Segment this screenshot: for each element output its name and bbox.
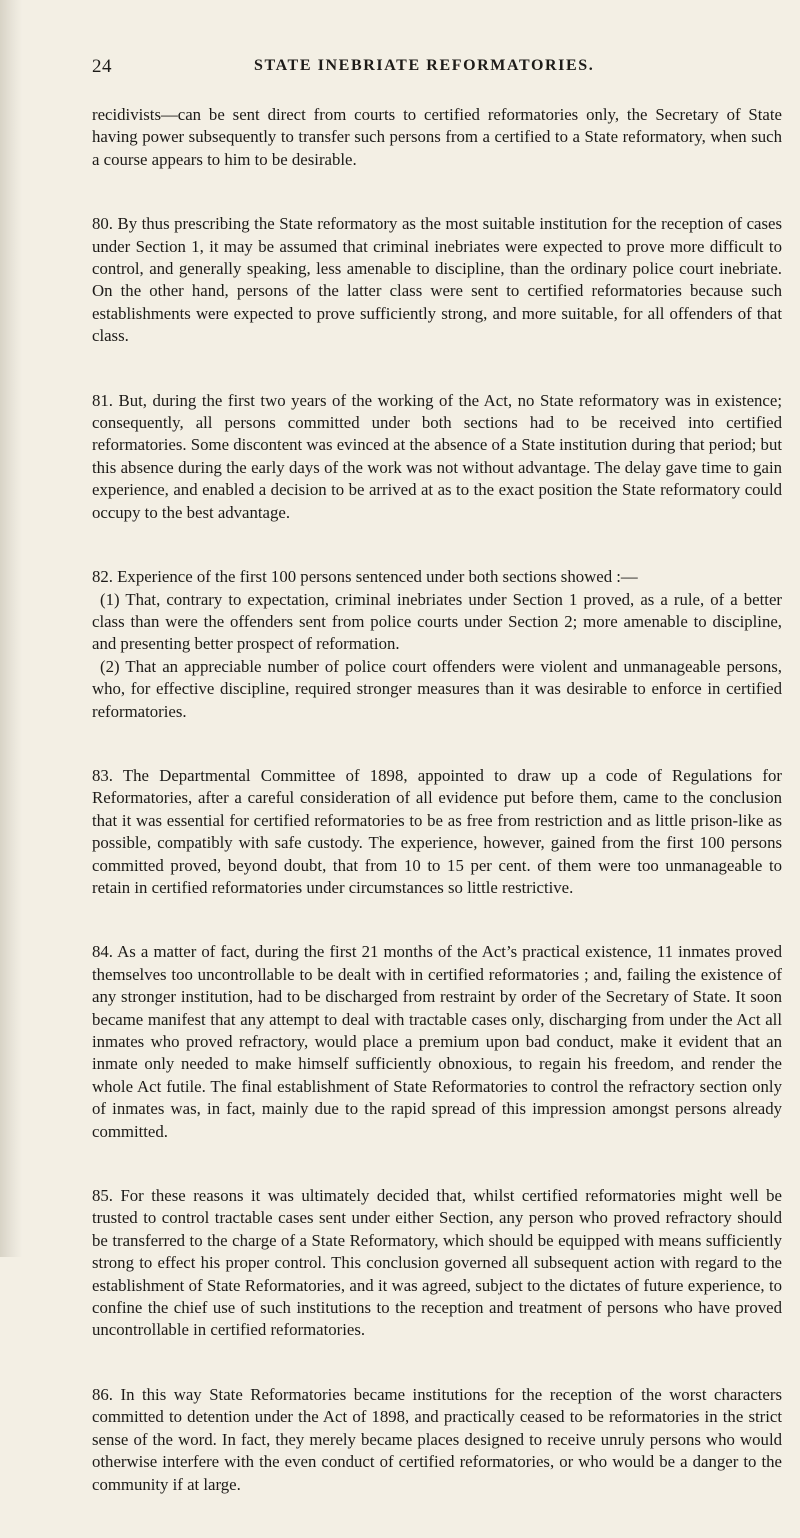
running-head: STATE INEBRIATE REFORMATORIES. <box>254 57 595 74</box>
paragraph-85: 85. For these reasons it was ultimately decided that, whilst certified reformatories might well be trusted to control tractable cases sent under either Section, any person who proved refractory should be transferred to the charge of a State Reformatory, which should be equipped with means sufficiently strong to effect his proper control. This conclusion governed all subsequent action with regard to the establishment of State Reformatories, and it was agreed, subject to the dictates of future experience, to confine the chief use of such institutions to the reception and treatment of persons who have proved uncontrollable in certified reformatories. <box>92 1186 782 1340</box>
paragraph-84: 84. As a matter of fact, during the first 21 months of the Act’s practical existence, 11 inmates proved themselves too uncontrollable to be dealt with in certified reformatories ; and, failing the existence of any stronger institution, had to be discharged from restraint by order of the Secretary of State. It soon became manifest that any attempt to deal with tractable cases only, discharging from under the Act all inmates who proved refractory, would place a premium upon bad conduct, make it evident that an inmate only needed to make himself sufficiently obnoxious, to regain his freedom, and render the whole Act futile. The final establishment of State Reformatories to control the refractory section only of inmates was, in fact, mainly due to the rapid spread of this impression amongst persons already committed. <box>92 942 782 1141</box>
paragraph-79-continued: recidivists—can be sent direct from courts to certified reformatories only, the Secretary of State having power subsequently to transfer such persons from a certified to a State reformatory, when such a course appears to him to be desirable. <box>92 105 782 169</box>
page-number: 24 <box>92 56 112 77</box>
paragraph-82: 82. Experience of the first 100 persons sentenced under both sections showed :— <box>92 567 638 587</box>
paragraph-86: 86. In this way State Reformatories became institutions for the reception of the worst characters committed to detention under the Act of 1898, and practically ceased to be reformatories in the strict sense of the word. In fact, they merely became places designed to receive unruly persons who would otherwise interfere with the even conduct of certified reformatories, or who would be a danger to the community if at large. <box>92 1384 782 1494</box>
page-edge <box>0 0 22 1257</box>
paragraph-81: 81. But, during the first two years of the working of the Act, no State reformatory was in existence; consequently, all persons committed under both sections had to be received into certified reformatories. Some discontent was evinced at the absence of a State institution during that period; but this absence during the early days of the work was not without advantage. The delay gave time to gain experience, and enabled a decision to be arrived at as to the exact position the State reformatory could occupy to the best advantage. <box>92 390 782 522</box>
paragraph-82-item-2: (2) That an appreciable number of police court offenders were violent and unmanageable persons, who, for effective discipline, required stronger measures than it was desirable to enforce in certified reformatories. <box>92 656 782 721</box>
paragraph-80: 80. By thus prescribing the State reformatory as the most suitable institution for the reception of cases under Section 1, it may be assumed that criminal inebriates were expected to prove more difficult to control, and generally speaking, less amenable to discipline, than the ordinary police court inebriate. On the other hand, persons of the latter class were sent to certified reformatories because such establishments were expected to prove sufficiently strong, and more suitable, for all offenders of that class. <box>92 214 782 346</box>
paragraph-82-item-1: (1) That, contrary to expectation, criminal inebriates under Section 1 proved, as a rule, of a better class than were the offenders sent from police courts under Section 2; more amenable to discipline, and presenting better prospect of reformation. <box>92 589 782 654</box>
body-text <box>92 104 782 1496</box>
page-header <box>92 56 782 84</box>
document-page <box>92 56 782 1538</box>
paragraph-83: 83. The Departmental Committee of 1898, appointed to draw up a code of Regulations for Reformatories, after a careful consideration of all evidence put before them, came to the conclusion that it was essential for certified reformatories to be as free from restriction and as little prison-like as possible, compatibly with safe custody. The experience, however, gained from the first 100 persons committed proved, beyond doubt, that from 10 to 15 per cent. of them were too unmanageable to retain in certified reformatories under circumstances so little restrictive. <box>92 765 782 897</box>
